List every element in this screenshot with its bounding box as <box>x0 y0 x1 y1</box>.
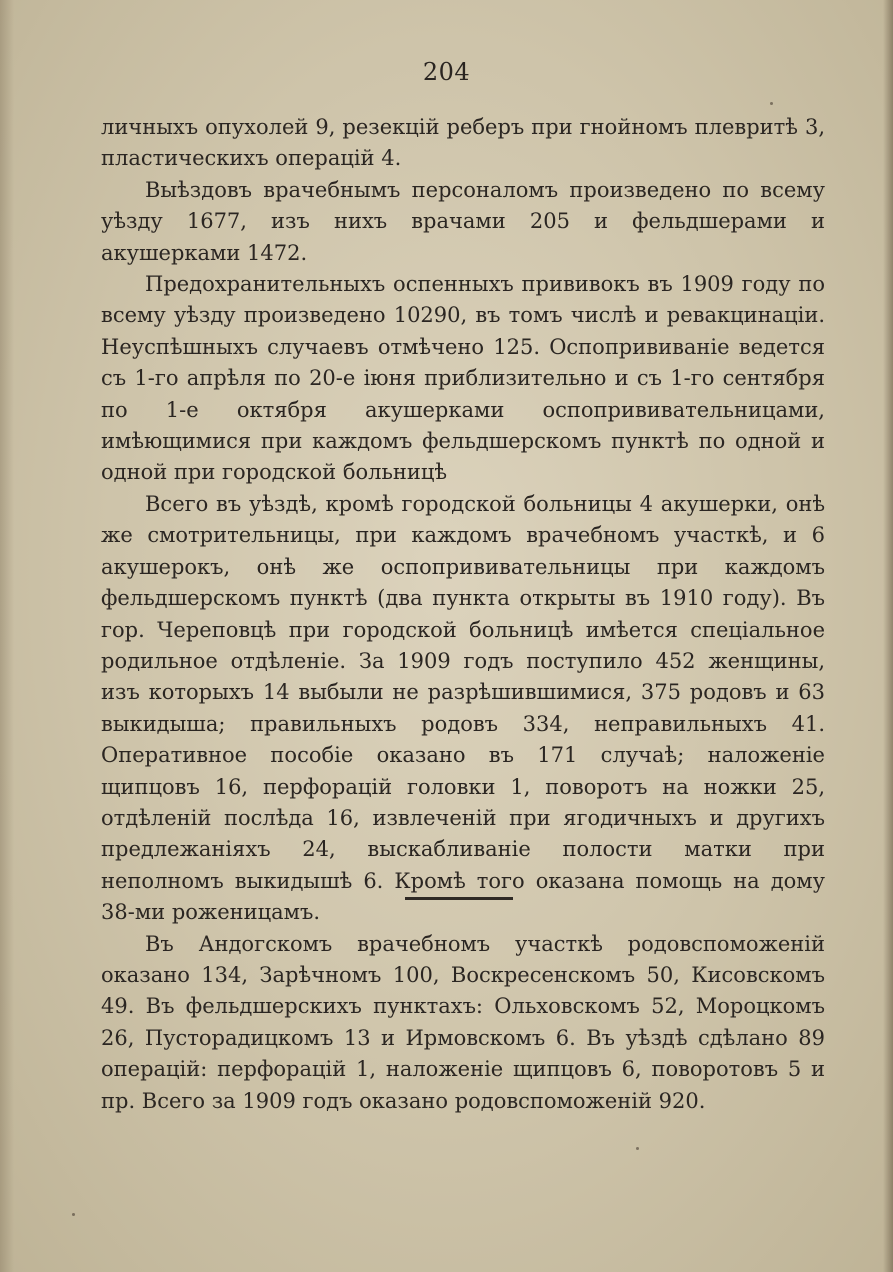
page-number-text: 204 <box>422 58 471 86</box>
paper-speck <box>72 1213 75 1216</box>
body-text <box>101 112 825 1117</box>
paper-speck <box>636 1147 639 1150</box>
page-edge-shadow-left <box>0 0 14 1272</box>
paragraph-continuation: личныхъ опухолей 9, резекцій реберъ при гнойномъ плевритѣ 3, пластическихъ операцій 4. <box>101 115 825 171</box>
paper-speck <box>770 102 773 105</box>
page-edge-shadow-right <box>883 0 893 1272</box>
paragraph-obstetric-aid: Въ Андогскомъ врачебномъ участкѣ родовспоможеній оказано 134, Зарѣчномъ 100, Воскресенскомъ 50, Кисовскомъ 49. Въ фельдшерскихъ пунктахъ: Ольховскомъ 52, Мороцкомъ 26, Пусторадицкомъ 13 и Ирмовскомъ 6. Въ уѣздѣ сдѣлано 89 операцій: перфорацій 1, наложеніе щипцовъ 6, поворотовъ 5 и пр. Всего за 1909 годъ оказано родовспоможеній 920. <box>101 931 825 1113</box>
paragraph-midwives: Всего въ уѣздѣ, кромѣ городской больницы 4 акушерки, онѣ же смотрительницы, при каждомъ врачебномъ участкѣ, и 6 акушерокъ, онѣ же оспопрививательницы при каждомъ фельдшерскомъ пунктѣ (два пункта открыты въ 1910 году). Въ гор. Череповцѣ при городской больницѣ имѣется спеціальное родильное отдѣленіе. За 1909 годъ поступило 452 женщины, изъ которыхъ 14 выбыли не разрѣшившимися, 375 родовъ и 63 выкидыша; правильныхъ родовъ 334, неправильныхъ 41. Оперативное пособіе оказано въ 171 случаѣ; наложеніе щипцовъ 16, перфорацій головки 1, поворотъ на ножки 25, отдѣленій послѣда 16, извлеченій при ягодичныхъ и другихъ предлежаніяхъ 24, выскабливаніе полости матки при неполномъ выкидышѣ 6. Кромѣ того оказана помощь на дому 38-ми роженицамъ. <box>101 491 825 925</box>
section-divider-rule <box>405 897 513 900</box>
paragraph-trips: Выѣздовъ врачебнымъ персоналомъ произведено по всему уѣзду 1677, изъ нихъ врачами 205 и фельдшерами и акушерками 1472. <box>101 177 825 265</box>
page-number <box>0 58 893 88</box>
paragraph-vaccinations: Предохранительныхъ оспенныхъ прививокъ въ 1909 году по всему уѣзду произведено 10290, въ томъ числѣ и ревакцинаціи. Неуспѣшныхъ случаевъ отмѣчено 125. Оспопрививаніе ведется съ 1-го апрѣля по 20-е іюня приблизительно и съ 1-го сентября по 1-е октября акушерками оспопрививательницами, имѣющимися при каждомъ фельдшерскомъ пунктѣ по одной и одной при городской больницѣ <box>101 272 825 485</box>
